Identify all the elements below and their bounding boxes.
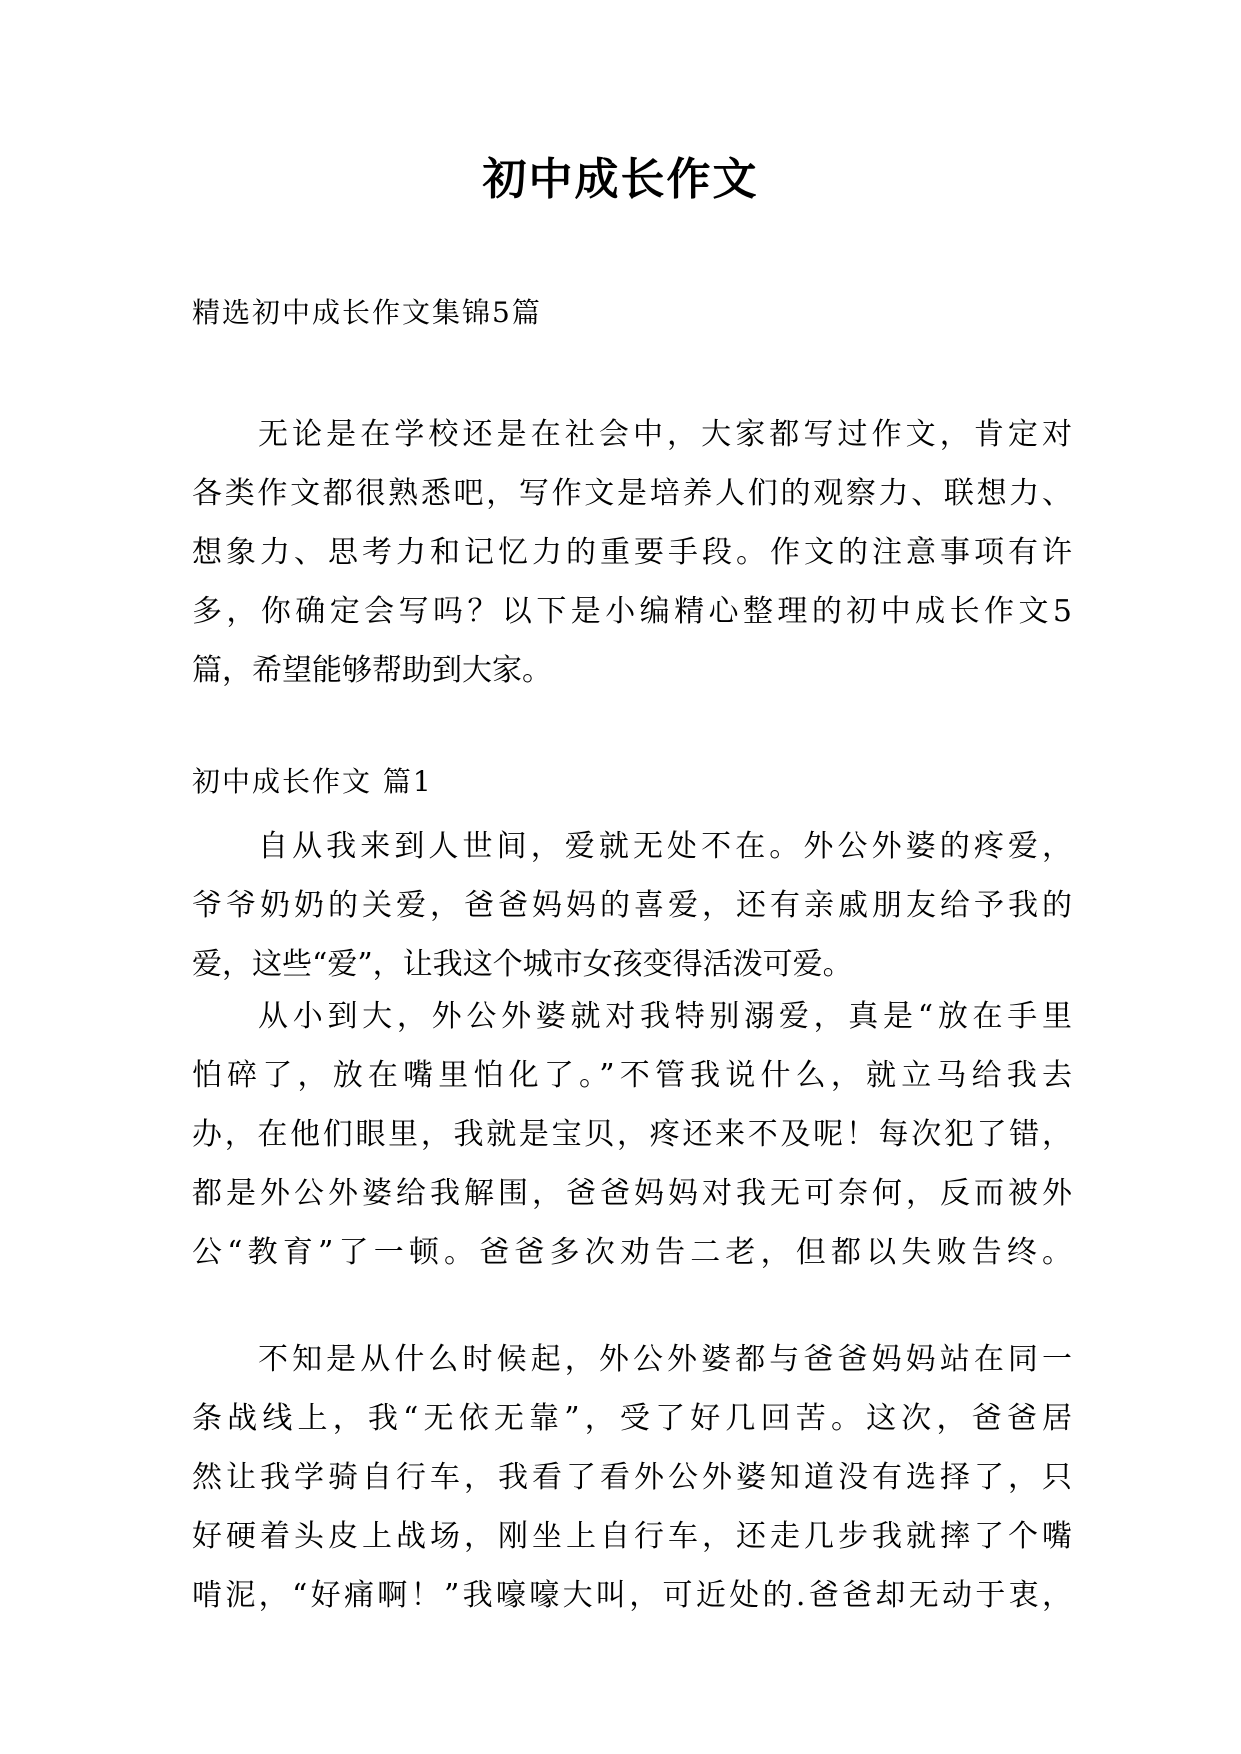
text-line: 多，你确定会写吗？以下是小编精心整理的初中成长作文5 xyxy=(192,594,1072,629)
body-paragraph xyxy=(192,987,1072,1282)
text-line: 自从我来到人世间，爱就无处不在。外公外婆的疼爱， xyxy=(258,829,1072,864)
text-line: 怕碎了，放在嘴里怕化了。”不管我说什么，就立马给我去 xyxy=(192,1058,1072,1093)
text-line: 不知是从什么时候起，外公外婆都与爸爸妈妈站在同一 xyxy=(258,1342,1072,1377)
text-line: 爱，这些“爱”，让我这个城市女孩变得活泼可爱。 xyxy=(192,947,853,982)
text-line: 条战线上，我“无依无靠”，受了好几回苦。这次，爸爸居 xyxy=(192,1401,1072,1436)
text-line: 爷爷奶奶的关爱，爸爸妈妈的喜爱，还有亲戚朋友给予我的 xyxy=(192,888,1072,923)
intro-paragraph xyxy=(192,405,1072,700)
body-paragraph xyxy=(192,1330,1072,1625)
text-line: 各类作文都很熟悉吧，写作文是培养人们的观察力、联想力、 xyxy=(192,476,1072,511)
section-heading: 初中成长作文 篇1 xyxy=(192,765,433,798)
document-subtitle: 精选初中成长作文集锦5篇 xyxy=(192,296,542,329)
text-line: 篇，希望能够帮助到大家。 xyxy=(192,653,552,688)
text-line: 啃泥，“好痛啊！”我嚎嚎大叫，可近处的.爸爸却无动于衷， xyxy=(192,1578,1072,1613)
text-line: 好硬着头皮上战场，刚坐上自行车，还走几步我就摔了个嘴 xyxy=(192,1519,1072,1554)
text-line: 想象力、思考力和记忆力的重要手段。作文的注意事项有许 xyxy=(192,535,1072,570)
text-line: 都是外公外婆给我解围，爸爸妈妈对我无可奈何，反而被外 xyxy=(192,1176,1072,1211)
text-line: 无论是在学校还是在社会中，大家都写过作文，肯定对 xyxy=(258,417,1072,452)
text-line: 办，在他们眼里，我就是宝贝，疼还来不及呢！每次犯了错， xyxy=(192,1117,1072,1152)
body-paragraph xyxy=(192,817,1072,994)
text-line: 从小到大，外公外婆就对我特别溺爱，真是“放在手里 xyxy=(258,999,1072,1034)
text-line: 然让我学骑自行车，我看了看外公外婆知道没有选择了，只 xyxy=(192,1460,1072,1495)
text-line: 公“教育”了一顿。爸爸多次劝告二老，但都以失败告终。 xyxy=(192,1235,1072,1270)
document-title: 初中成长作文 xyxy=(482,154,759,205)
